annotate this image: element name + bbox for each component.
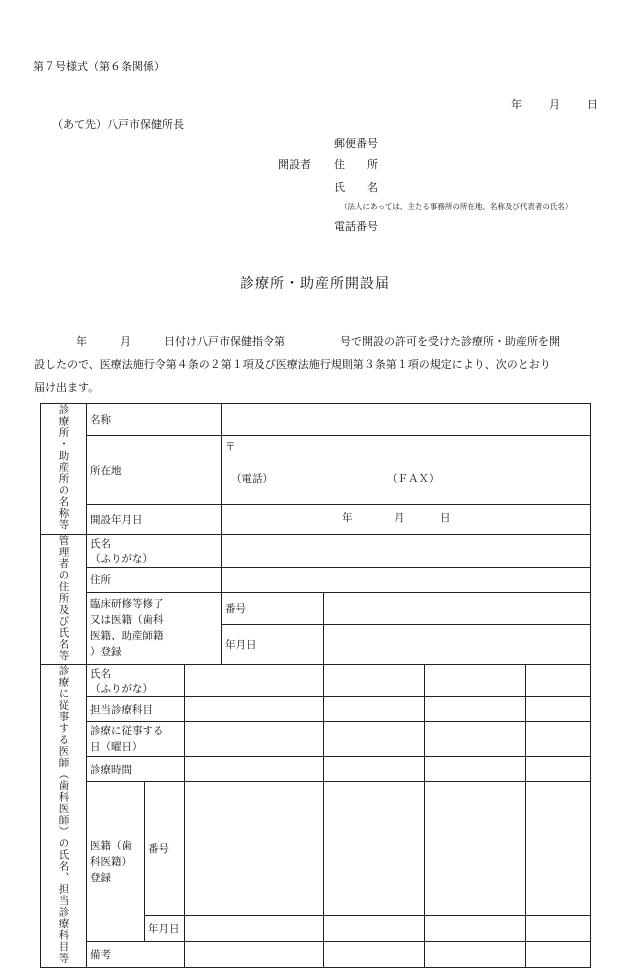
doctor-reg-number-label: 番号 [145, 782, 185, 916]
corporation-note: （法人にあっては、主たる事務所の所在地、名称及び代表者の氏名） [340, 202, 573, 211]
postal-code-label: 郵便番号 [334, 137, 378, 150]
manager-name-label: 氏名 （ふりがな） [87, 534, 222, 567]
applicant-block [278, 135, 598, 245]
manager-name-field[interactable] [222, 534, 591, 567]
applicant-label: 開設者 [278, 158, 311, 171]
doctor-days-field-2[interactable] [324, 722, 425, 757]
facility-location-label: 所在地 [87, 435, 222, 505]
opening-date-label: 開設年月日 [87, 505, 222, 534]
doctor-name-label: 氏名 （ふりがな） [87, 665, 185, 697]
doctor-hours-field-3[interactable] [425, 757, 526, 782]
opening-day: 日 [440, 512, 451, 525]
doctor-remarks-field-3[interactable] [425, 942, 526, 968]
doctor-hours-label: 診療時間 [87, 757, 185, 782]
body-line-1: 年 月 日付け八戸市保健指令第 号で開設の許可を受けた診療所・助産所を開 [76, 335, 560, 348]
doctor-reg-number-field-3[interactable] [425, 782, 526, 916]
manager-address-label: 住所 [87, 567, 222, 592]
doctor-subject-field-4[interactable] [526, 697, 591, 722]
doctor-remarks-field-1[interactable] [185, 942, 324, 968]
page-title: 診療所・助産所開設届 [240, 276, 390, 292]
body-line-3: 届け出ます。 [34, 381, 100, 394]
manager-address-field[interactable] [222, 567, 591, 592]
doctor-subject-label: 担当診療科目 [87, 697, 185, 722]
facility-name-label: 名称 [87, 404, 222, 436]
doctor-remarks-field-4[interactable] [526, 942, 591, 968]
doctor-reg-number-field-1[interactable] [185, 782, 324, 916]
doctor-reg-date-label: 年月日 [145, 916, 185, 942]
doctor-reg-number-field-2[interactable] [324, 782, 425, 916]
facility-location-field[interactable] [222, 435, 591, 505]
doctor-remarks-field-2[interactable] [324, 942, 425, 968]
body-text [34, 330, 594, 399]
opening-month: 月 [394, 512, 405, 525]
section-doctors-label: 診療に従事する医師（歯科医師）の氏名、担当診療科目等 [41, 665, 87, 968]
section-manager-label: 管理者の住所及び氏名等 [41, 534, 87, 665]
tel-label: （電話） [231, 472, 274, 485]
date-year[interactable]: 年 [511, 98, 522, 111]
form-number: 第７号様式（第６条関係） [33, 60, 165, 73]
phone-label: 電話番号 [334, 220, 378, 233]
manager-reg-date-field[interactable] [324, 625, 591, 665]
body-line-2: 設したので、医療法施行令第４条の２第１項及び医療法施行規則第３条第１項の規定により、次のとおり [34, 358, 551, 371]
doctor-name-field-4[interactable] [526, 665, 591, 697]
doctor-days-field-1[interactable] [185, 722, 324, 757]
addressee: （あて先）八戸市保健所長 [52, 118, 184, 131]
doctor-reg-number-field-4[interactable] [526, 782, 591, 916]
doctor-name-field-1[interactable] [185, 665, 324, 697]
notification-table [40, 403, 591, 968]
postal-mark: 〒 [225, 440, 236, 453]
doctor-reg-date-field-1[interactable] [185, 916, 324, 942]
doctor-hours-field-4[interactable] [526, 757, 591, 782]
doctor-reg-label: 医籍（歯 科医籍） 登録 [87, 782, 145, 942]
date-day[interactable]: 日 [587, 98, 598, 111]
manager-reg-number-field[interactable] [324, 592, 591, 625]
address-label: 住 所 [334, 158, 378, 171]
doctor-days-field-4[interactable] [526, 722, 591, 757]
doctor-hours-field-1[interactable] [185, 757, 324, 782]
facility-name-field[interactable] [222, 404, 591, 436]
date-line [511, 96, 598, 112]
doctor-name-field-3[interactable] [425, 665, 526, 697]
section-facility-label: 診療所・助産所の名称等 [41, 404, 87, 535]
doctor-reg-date-field-2[interactable] [324, 916, 425, 942]
fax-label: （ＦＡＸ） [387, 472, 440, 485]
doctor-reg-date-field-4[interactable] [526, 916, 591, 942]
opening-year: 年 [342, 512, 353, 525]
doctor-days-field-3[interactable] [425, 722, 526, 757]
date-month[interactable]: 月 [549, 98, 560, 111]
doctor-name-field-2[interactable] [324, 665, 425, 697]
manager-reg-number-label: 番号 [222, 592, 324, 625]
doctor-reg-date-field-3[interactable] [425, 916, 526, 942]
manager-reg-date-label: 年月日 [222, 625, 324, 665]
opening-date-field[interactable] [222, 505, 591, 534]
doctor-remarks-label: 備考 [87, 942, 185, 968]
doctor-subject-field-2[interactable] [324, 697, 425, 722]
manager-training-label: 臨床研修等修了 又は医籍（歯科 医籍、助産師籍 ）登録 [87, 592, 222, 665]
name-label: 氏 名 [334, 181, 378, 194]
doctor-subject-field-1[interactable] [185, 697, 324, 722]
doctor-subject-field-3[interactable] [425, 697, 526, 722]
doctor-days-label: 診療に従事する 日（曜日） [87, 722, 185, 757]
doctor-hours-field-2[interactable] [324, 757, 425, 782]
